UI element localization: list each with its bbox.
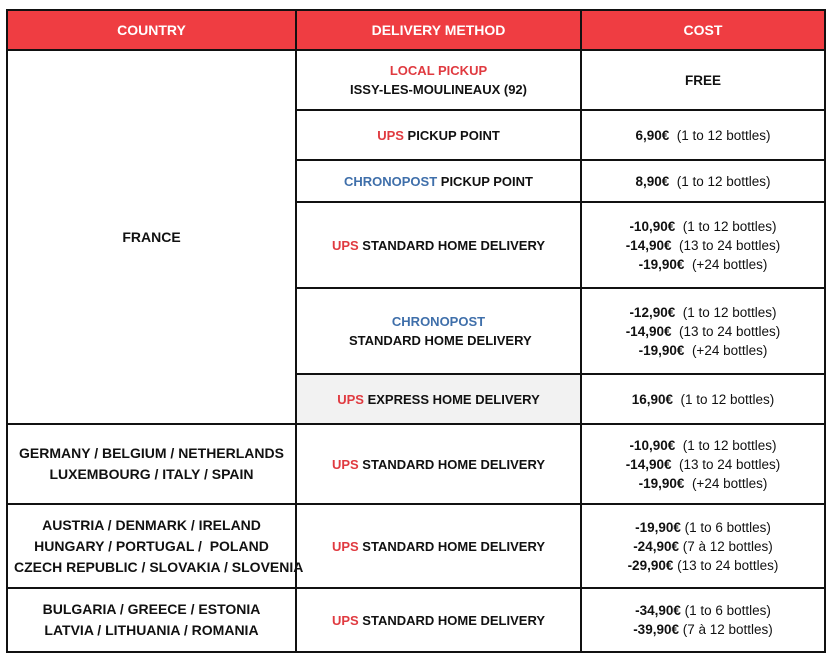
pickup-location: ISSY-LES-MOULINEAUX (92) <box>350 82 527 97</box>
country-name: LATVIA / LITHUANIA / ROMANIA <box>44 622 259 638</box>
carrier-name: UPS <box>331 538 359 554</box>
carrier-name: UPS <box>331 237 359 253</box>
cost-line <box>588 436 818 455</box>
price: -10,90€ <box>629 437 676 453</box>
quantity-note: (7 à 12 bottles) <box>678 622 773 637</box>
cost-cell <box>581 202 825 288</box>
quantity-note: (13 to 24 bottles) <box>671 323 781 339</box>
carrier-name: UPS <box>377 127 404 143</box>
service-name: STANDARD HOME DELIVERY <box>358 456 546 472</box>
price: -19,90€ <box>638 475 685 491</box>
delivery-method-cell <box>296 110 581 160</box>
cost-line <box>588 390 818 409</box>
price: 6,90€ <box>635 127 670 143</box>
quantity-note: (1 to 12 bottles) <box>675 218 777 234</box>
quantity-note: (1 to 12 bottles) <box>675 304 777 320</box>
cost-cell <box>581 50 825 110</box>
price: -19,90€ <box>638 256 685 272</box>
country-name: BULGARIA / GREECE / ESTONIA <box>42 601 261 617</box>
country-name: CZECH REPUBLIC / SLOVAKIA / SLOVENIA <box>14 558 304 575</box>
carrier-name: CHRONOPOST <box>391 314 486 329</box>
delivery-method-cell <box>296 160 581 202</box>
cost-cell <box>581 424 825 504</box>
price: FREE <box>684 72 721 88</box>
service-name: STANDARD HOME DELIVERY <box>345 333 532 348</box>
carrier-name: UPS <box>331 612 359 628</box>
carrier-name: UPS <box>331 456 359 472</box>
price: -14,90€ <box>625 237 672 253</box>
header-delivery-method: DELIVERY METHOD <box>296 10 581 50</box>
price: -39,90€ <box>633 622 679 637</box>
service-name: PICKUP POINT <box>437 173 533 189</box>
cost-line <box>588 556 818 575</box>
cost-cell <box>581 160 825 202</box>
price: -14,90€ <box>625 456 672 472</box>
quantity-note: (13 to 24 bottles) <box>671 456 781 472</box>
price: -24,90€ <box>633 538 679 554</box>
cost-line <box>588 236 818 255</box>
quantity-note: (1 to 12 bottles) <box>669 173 771 189</box>
cost-line <box>588 126 818 145</box>
service-name: STANDARD HOME DELIVERY <box>358 612 546 628</box>
delivery-method-cell <box>296 374 581 424</box>
quantity-note: (+24 bottles) <box>684 475 768 491</box>
country-cell <box>7 50 296 424</box>
delivery-method-cell <box>296 288 581 374</box>
cost-cell <box>581 110 825 160</box>
country-name: LUXEMBOURG / ITALY / SPAIN <box>49 466 254 482</box>
table-row <box>7 504 825 588</box>
country-cell <box>7 588 296 652</box>
cost-cell <box>581 588 825 652</box>
rates-body <box>7 50 825 652</box>
price: -14,90€ <box>625 323 672 339</box>
price: -12,90€ <box>629 304 676 320</box>
cost-line <box>588 303 818 322</box>
price: 8,90€ <box>635 173 670 189</box>
cost-line <box>588 537 818 556</box>
service-name: STANDARD HOME DELIVERY <box>358 538 546 554</box>
cost-line <box>588 455 818 474</box>
quantity-note: (13 to 24 bottles) <box>671 237 781 253</box>
cost-line <box>588 255 818 274</box>
quantity-note: (1 to 12 bottles) <box>675 437 777 453</box>
cost-line <box>588 322 818 341</box>
service-name: STANDARD HOME DELIVERY <box>358 237 546 253</box>
cost-line <box>588 518 818 537</box>
delivery-method-cell <box>296 588 581 652</box>
quantity-note: (13 to 24 bottles) <box>673 557 779 573</box>
quantity-note: (1 to 12 bottles) <box>669 127 771 143</box>
price: -34,90€ <box>635 603 681 618</box>
quantity-note: (+24 bottles) <box>684 256 768 272</box>
price: -29,90€ <box>627 557 674 573</box>
quantity-note: (7 à 12 bottles) <box>678 538 773 554</box>
header-cost: COST <box>581 10 825 50</box>
cost-cell <box>581 374 825 424</box>
service-name: PICKUP POINT <box>403 127 500 143</box>
cost-line <box>588 474 818 493</box>
cost-line <box>588 620 818 639</box>
table-row <box>7 50 825 110</box>
delivery-method-cell <box>296 424 581 504</box>
carrier-name: CHRONOPOST <box>343 173 438 189</box>
carrier-name: LOCAL PICKUP <box>389 63 488 78</box>
cost-line <box>588 172 818 191</box>
delivery-method-cell <box>296 504 581 588</box>
cost-line <box>588 217 818 236</box>
cost-cell <box>581 288 825 374</box>
country-name: GERMANY / BELGIUM / NETHERLANDS <box>19 445 284 461</box>
quantity-note: (1 to 6 bottles) <box>680 603 771 618</box>
cost-line <box>588 341 818 360</box>
cost-line <box>588 71 818 90</box>
delivery-method-cell <box>296 202 581 288</box>
price: -19,90€ <box>638 342 685 358</box>
quantity-note: (+24 bottles) <box>684 342 768 358</box>
price: -10,90€ <box>629 218 676 234</box>
country-cell <box>7 504 304 588</box>
carrier-name: UPS <box>337 391 364 407</box>
price: 16,90€ <box>631 391 673 407</box>
table-row <box>7 588 825 652</box>
cost-cell <box>581 504 825 588</box>
country-name: HUNGARY / PORTUGAL / POLAND <box>34 537 269 554</box>
country-cell <box>7 424 296 504</box>
service-name: EXPRESS HOME DELIVERY <box>363 391 540 407</box>
header-country: COUNTRY <box>7 10 296 50</box>
delivery-method-cell <box>296 50 581 110</box>
shipping-rates-table <box>6 9 826 653</box>
price: -19,90€ <box>635 519 681 535</box>
country-name: FRANCE <box>122 228 181 245</box>
quantity-note: (1 to 6 bottles) <box>680 519 771 535</box>
table-row <box>7 424 825 504</box>
header-row <box>7 10 825 50</box>
cost-line <box>588 601 818 620</box>
country-name: AUSTRIA / DENMARK / IRELAND <box>42 516 261 533</box>
quantity-note: (1 to 12 bottles) <box>672 391 775 407</box>
